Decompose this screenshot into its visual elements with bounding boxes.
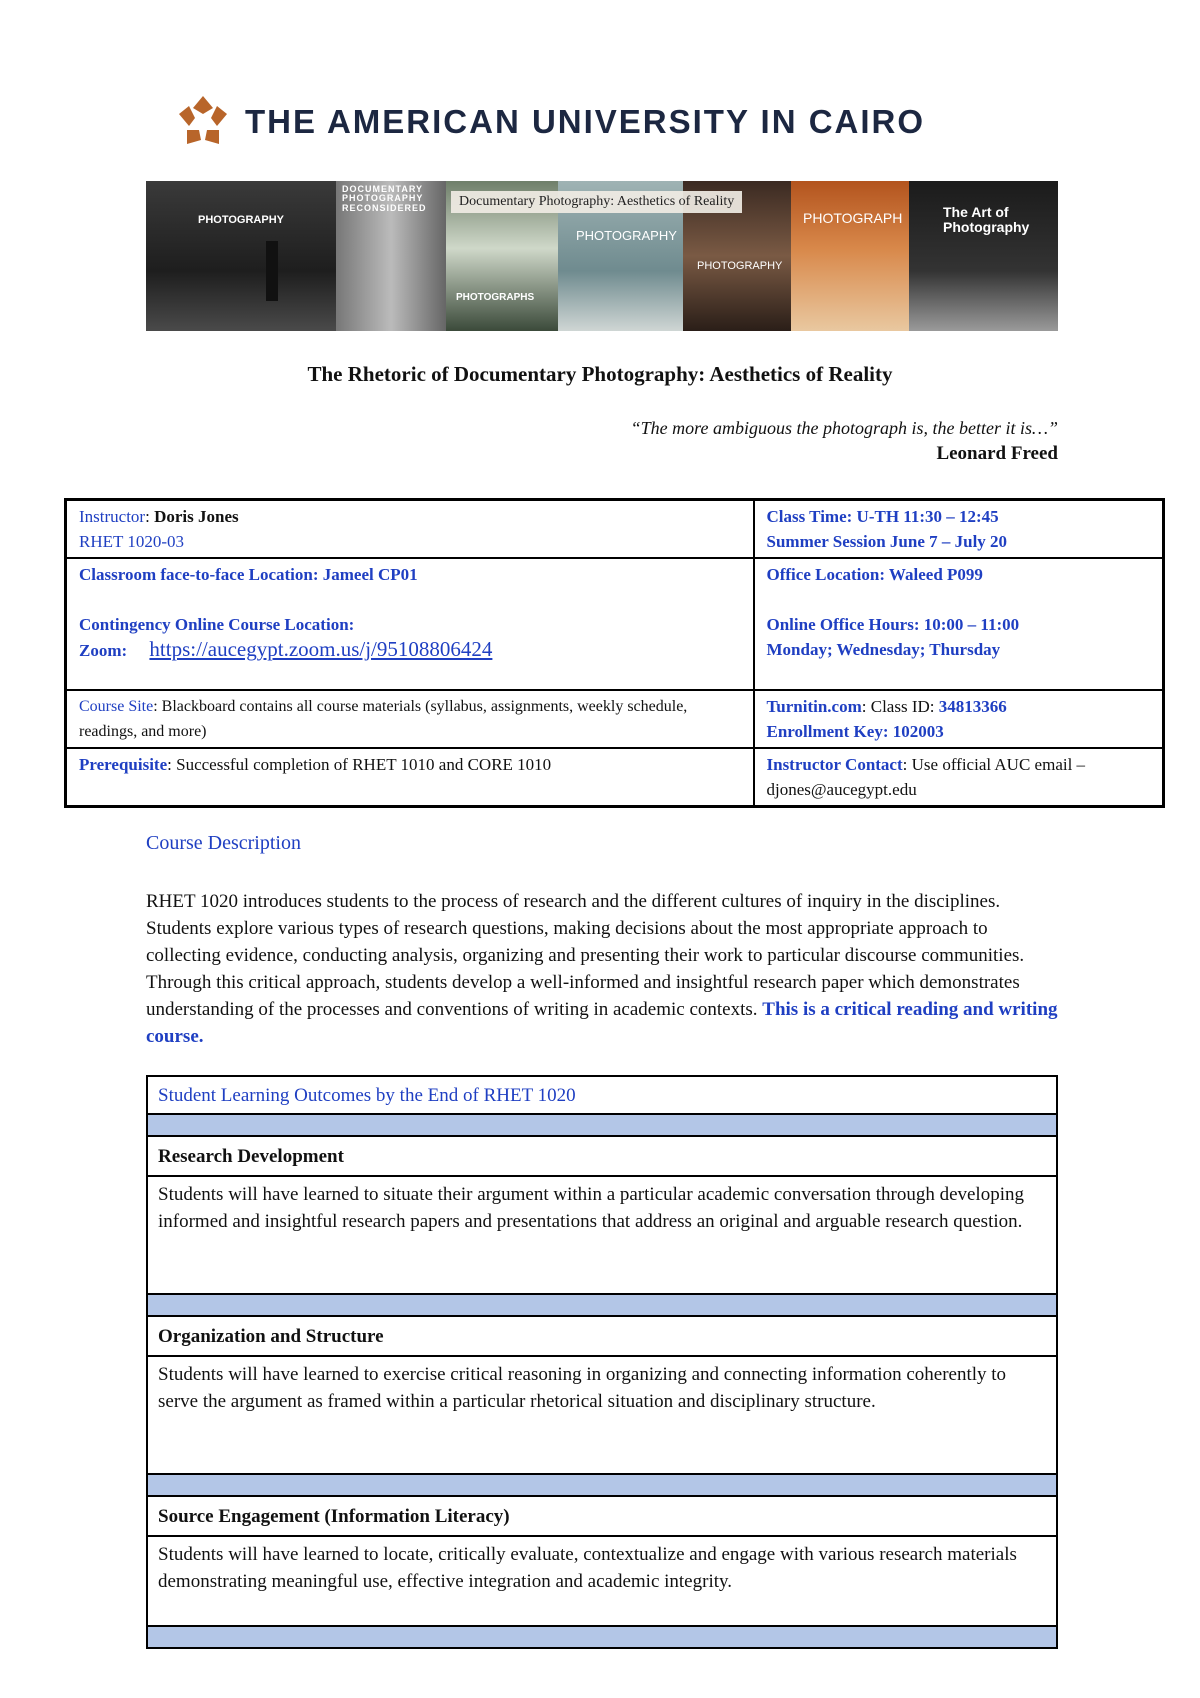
instructor-cell: Instructor: Doris Jones RHET 1020-03 <box>66 500 754 559</box>
cover-title: PHOTOGRAPH <box>803 210 903 226</box>
office-days: Monday; Wednesday; Thursday <box>766 640 1001 659</box>
contact-label: Instructor Contact <box>766 755 903 774</box>
book-cover <box>791 181 909 331</box>
classroom-location: Classroom face-to-face Location: Jameel CP01 <box>79 565 418 584</box>
course-site-label: Course Site <box>79 698 154 715</box>
class-time-cell <box>754 500 1164 559</box>
turnitin-class-label: : Class ID: <box>861 697 935 716</box>
course-info-table <box>64 498 1165 808</box>
outcome-text: Students will have learned to exercise critical reasoning in organizing and connecting information coherently to serve the argument as framed within a particular rhetorical situation and disciplinary structure. <box>147 1356 1057 1474</box>
epigraph-author: Leonard Freed <box>936 443 1058 464</box>
description-body <box>146 888 1058 1050</box>
turnitin-label: Turnitin.com <box>766 697 862 716</box>
book-cover <box>336 181 446 331</box>
outcome-title: Source Engagement (Information Literacy) <box>147 1496 1057 1536</box>
outcome-text: Students will have learned to locate, critically evaluate, contextualize and engage with various research materials demonstrating meaningful use, effective integration and academic integrity. <box>147 1536 1057 1626</box>
contact-text: : Use official AUC email – djones@aucegypt.edu <box>766 755 1086 799</box>
university-name: THE AMERICAN UNIVERSITY IN CAIRO <box>245 103 926 140</box>
description-text: RHET 1020 introduces students to the process of research and the different cultures of inquiry in the disciplines. Students explore various types of research questions, making decisions about the most appropriate approach to collecting evidence, conducting analysis, organizing and presenting their work to particular discourse communities. Through this critical approach, students develop a well-informed and insightful research paper which demonstrates understanding of the processes and conventions of writing in academic contexts. <box>146 891 1025 1020</box>
turnitin-class-id: 34813366 <box>938 697 1007 716</box>
outcomes-heading: Student Learning Outcomes by the End of RHET 1020 <box>147 1076 1057 1114</box>
location-cell <box>66 558 754 690</box>
outcome-title: Organization and Structure <box>147 1316 1057 1356</box>
outcome-text: Students will have learned to situate their argument within a particular academic conversation through developing informed and insightful research papers and presentations that address an original and arguable research question. <box>147 1176 1057 1294</box>
cover-title: The Art of Photography <box>943 204 1030 235</box>
table-spacer <box>147 1474 1057 1496</box>
book-cover-banner <box>146 181 1058 331</box>
session-dates: Summer Session June 7 – July 20 <box>766 532 1008 551</box>
table-spacer <box>147 1626 1057 1648</box>
enrollment-key: Enrollment Key: 102003 <box>766 722 944 741</box>
table-spacer <box>147 1294 1057 1316</box>
book-cover <box>909 181 1058 331</box>
instructor-name: Doris Jones <box>154 507 239 526</box>
learning-outcomes-table <box>146 1075 1058 1649</box>
turnitin-cell <box>754 690 1164 748</box>
auc-emblem-icon <box>175 94 231 150</box>
course-title: The Rhetoric of Documentary Photography: Aesthetics of Reality <box>307 362 893 386</box>
cover-title: PHOTOGRAPHY <box>198 214 284 226</box>
prerequisite-text: : Successful completion of RHET 1010 and CORE 1010 <box>167 755 552 774</box>
epigraph-quote: “The more ambiguous the photograph is, the better it is…” <box>630 418 1058 438</box>
banner-caption: Documentary Photography: Aesthetics of Reality <box>451 191 742 213</box>
description-emphasis: This is a critical reading and writing course. <box>146 999 1058 1047</box>
prerequisite-cell <box>66 748 754 807</box>
online-location-label: Contingency Online Course Location: <box>79 615 355 634</box>
zoom-link[interactable]: https://aucegypt.zoom.us/j/95108806424 <box>149 637 493 661</box>
university-logo <box>175 92 1055 152</box>
office-location: Office Location: Waleed P099 <box>766 565 983 584</box>
outcome-title: Research Development <box>147 1136 1057 1176</box>
office-hours: Online Office Hours: 10:00 – 11:00 <box>766 615 1020 634</box>
instructor-label: Instructor <box>79 507 146 526</box>
course-code: RHET 1020-03 <box>79 532 184 551</box>
course-site-cell <box>66 690 754 748</box>
class-time: Class Time: U-TH 11:30 – 12:45 <box>766 507 999 526</box>
book-cover <box>146 181 336 331</box>
cover-title: DOCUMENTARY PHOTOGRAPHY RECONSIDERED <box>342 184 427 213</box>
contact-cell <box>754 748 1164 807</box>
prerequisite-label: Prerequisite <box>79 755 168 774</box>
zoom-label: Zoom: <box>79 641 128 660</box>
office-cell <box>754 558 1164 690</box>
cover-title: PHOTOGRAPHS <box>456 292 535 303</box>
cover-title: PHOTOGRAPHY <box>697 260 783 272</box>
course-site-text: : Blackboard contains all course materials (syllabus, assignments, weekly schedule, readings, and more) <box>79 698 688 740</box>
table-spacer <box>147 1114 1057 1136</box>
description-heading: Course Description <box>146 832 301 854</box>
cover-title: PHOTOGRAPHY <box>576 228 677 243</box>
